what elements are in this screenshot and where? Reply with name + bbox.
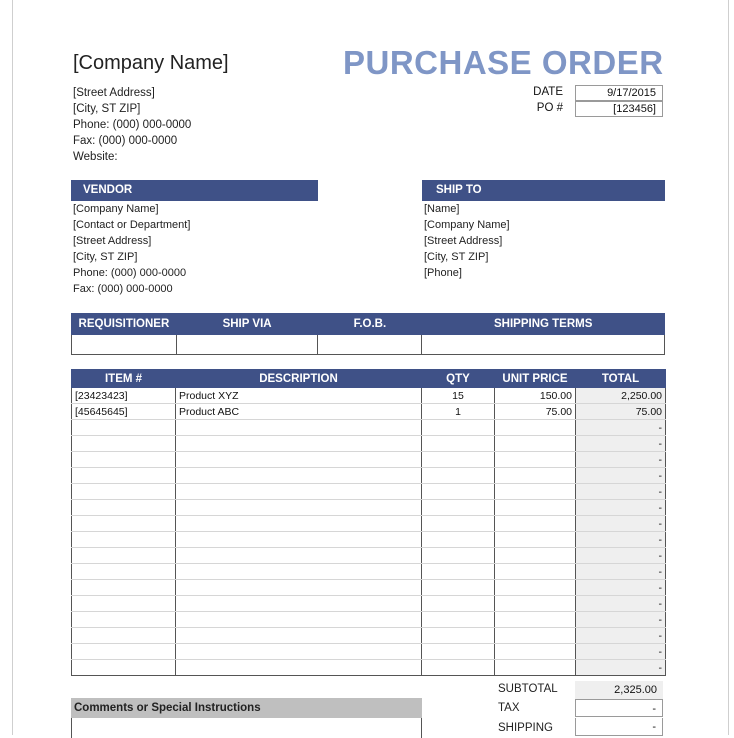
item-number-cell[interactable] — [72, 628, 176, 644]
table-row — [72, 484, 666, 500]
description-cell[interactable]: Product XYZ — [176, 388, 422, 404]
qty-cell[interactable] — [422, 628, 495, 644]
total-cell: - — [576, 500, 666, 516]
total-cell: - — [576, 452, 666, 468]
requisitioner-cell[interactable] — [72, 335, 177, 355]
unit-price-cell[interactable] — [495, 484, 576, 500]
tax-label: TAX — [498, 702, 520, 714]
description-cell[interactable] — [176, 564, 422, 580]
tax-field[interactable]: - — [575, 699, 663, 717]
description-cell[interactable] — [176, 548, 422, 564]
description-cell[interactable] — [176, 500, 422, 516]
unit-price-cell[interactable]: 150.00 — [495, 388, 576, 404]
qty-cell[interactable] — [422, 660, 495, 676]
qty-cell[interactable] — [422, 484, 495, 500]
unit-price-cell[interactable] — [495, 420, 576, 436]
description-cell[interactable] — [176, 580, 422, 596]
unit-price-cell[interactable] — [495, 628, 576, 644]
vendor-line: [City, ST ZIP] — [73, 251, 138, 263]
shipping-terms-cell[interactable] — [422, 335, 665, 355]
total-cell: - — [576, 660, 666, 676]
shipping-field[interactable]: - — [575, 718, 663, 736]
shipto-line: [Phone] — [424, 267, 462, 279]
item-number-cell[interactable] — [72, 532, 176, 548]
company-name: [Company Name] — [73, 52, 229, 74]
table-row — [72, 580, 666, 596]
comments-field[interactable] — [71, 718, 422, 738]
company-city: [City, ST ZIP] — [73, 103, 141, 115]
description-cell[interactable] — [176, 612, 422, 628]
item-number-cell[interactable] — [72, 612, 176, 628]
total-cell: - — [576, 564, 666, 580]
description-cell[interactable] — [176, 516, 422, 532]
table-row — [72, 468, 666, 484]
col-requisitioner: REQUISITIONER — [72, 314, 177, 335]
item-number-cell[interactable] — [72, 436, 176, 452]
qty-cell[interactable]: 1 — [422, 404, 495, 420]
description-cell[interactable]: Product ABC — [176, 404, 422, 420]
shipping-label: SHIPPING — [498, 722, 553, 734]
total-cell: - — [576, 580, 666, 596]
col-ship-via: SHIP VIA — [176, 314, 318, 335]
item-number-cell[interactable]: [23423423] — [72, 388, 176, 404]
unit-price-cell[interactable] — [495, 644, 576, 660]
description-cell[interactable] — [176, 484, 422, 500]
table-row — [72, 628, 666, 644]
item-number-cell[interactable] — [72, 484, 176, 500]
unit-price-cell[interactable] — [495, 564, 576, 580]
description-cell[interactable] — [176, 628, 422, 644]
shipto-line: [Company Name] — [424, 219, 510, 231]
table-row — [72, 660, 666, 676]
description-cell[interactable] — [176, 644, 422, 660]
qty-cell[interactable] — [422, 468, 495, 484]
qty-cell[interactable] — [422, 564, 495, 580]
fob-cell[interactable] — [318, 335, 422, 355]
company-street: [Street Address] — [73, 87, 155, 99]
total-cell: - — [576, 612, 666, 628]
qty-cell[interactable] — [422, 580, 495, 596]
qty-cell[interactable] — [422, 644, 495, 660]
unit-price-cell[interactable] — [495, 580, 576, 596]
table-row — [72, 516, 666, 532]
item-number-cell[interactable] — [72, 500, 176, 516]
purchase-order-sheet — [12, 0, 729, 735]
total-cell: - — [576, 436, 666, 452]
item-number-cell[interactable] — [72, 548, 176, 564]
item-number-cell[interactable] — [72, 596, 176, 612]
vendor-header: VENDOR — [71, 180, 318, 201]
table-row — [72, 500, 666, 516]
description-cell[interactable] — [176, 660, 422, 676]
col-qty: QTY — [422, 369, 495, 388]
qty-cell[interactable] — [422, 596, 495, 612]
date-field[interactable]: 9/17/2015 — [575, 85, 663, 101]
col-shipping-terms: SHIPPING TERMS — [422, 314, 665, 335]
vendor-line: Fax: (000) 000-0000 — [73, 283, 173, 295]
company-phone: Phone: (000) 000-0000 — [73, 119, 192, 131]
company-website: Website: — [73, 151, 118, 163]
item-number-cell[interactable] — [72, 644, 176, 660]
vendor-line: [Street Address] — [73, 235, 152, 247]
table-row — [72, 404, 666, 420]
item-number-cell[interactable] — [72, 468, 176, 484]
unit-price-cell[interactable] — [495, 452, 576, 468]
unit-price-cell[interactable] — [495, 596, 576, 612]
table-row — [72, 420, 666, 436]
item-number-cell[interactable] — [72, 452, 176, 468]
shipto-header: SHIP TO — [422, 180, 665, 201]
item-number-cell[interactable] — [72, 516, 176, 532]
unit-price-cell[interactable] — [495, 548, 576, 564]
description-cell[interactable] — [176, 436, 422, 452]
line-items-table — [71, 369, 666, 676]
total-cell: - — [576, 516, 666, 532]
table-row — [72, 564, 666, 580]
subtotal-label: SUBTOTAL — [498, 683, 558, 695]
vendor-line: Phone: (000) 000-0000 — [73, 267, 187, 279]
total-cell: - — [576, 628, 666, 644]
total-cell: - — [576, 420, 666, 436]
qty-cell[interactable] — [422, 500, 495, 516]
unit-price-cell[interactable] — [495, 612, 576, 628]
description-cell[interactable] — [176, 420, 422, 436]
total-cell: - — [576, 596, 666, 612]
description-cell[interactable] — [176, 468, 422, 484]
vendor-line: [Contact or Department] — [73, 219, 191, 231]
total-cell: 75.00 — [576, 404, 666, 420]
total-cell: - — [576, 468, 666, 484]
qty-cell[interactable] — [422, 516, 495, 532]
item-number-cell[interactable] — [72, 420, 176, 436]
item-number-cell[interactable]: [45645645] — [72, 404, 176, 420]
unit-price-cell[interactable] — [495, 500, 576, 516]
shipto-line: [Name] — [424, 203, 460, 215]
po-number-field[interactable]: [123456] — [575, 101, 663, 117]
total-cell: - — [576, 644, 666, 660]
table-row — [72, 436, 666, 452]
description-cell[interactable] — [176, 532, 422, 548]
qty-cell[interactable]: 15 — [422, 388, 495, 404]
vendor-line: [Company Name] — [73, 203, 159, 215]
total-cell: - — [576, 484, 666, 500]
qty-cell[interactable] — [422, 452, 495, 468]
total-cell: - — [576, 548, 666, 564]
description-cell[interactable] — [176, 596, 422, 612]
total-cell: 2,250.00 — [576, 388, 666, 404]
col-unit-price: UNIT PRICE — [495, 369, 576, 388]
company-fax: Fax: (000) 000-0000 — [73, 135, 178, 147]
unit-price-cell[interactable] — [495, 660, 576, 676]
col-fob: F.O.B. — [318, 314, 422, 335]
qty-cell[interactable] — [422, 420, 495, 436]
table-row — [72, 612, 666, 628]
item-number-cell[interactable] — [72, 580, 176, 596]
qty-cell[interactable] — [422, 532, 495, 548]
unit-price-cell[interactable]: 75.00 — [495, 404, 576, 420]
qty-cell[interactable] — [422, 436, 495, 452]
qty-cell[interactable] — [422, 548, 495, 564]
subtotal-value: 2,325.00 — [575, 681, 663, 699]
qty-cell[interactable] — [422, 612, 495, 628]
shipto-line: [City, ST ZIP] — [424, 251, 489, 263]
unit-price-cell[interactable] — [495, 516, 576, 532]
date-label: DATE — [533, 86, 563, 98]
table-row — [72, 532, 666, 548]
unit-price-cell[interactable] — [495, 436, 576, 452]
comments-header: Comments or Special Instructions — [71, 698, 422, 718]
total-cell: - — [576, 532, 666, 548]
col-item-number: ITEM # — [72, 369, 176, 388]
table-row — [72, 452, 666, 468]
item-number-cell[interactable] — [72, 660, 176, 676]
ship-via-cell[interactable] — [176, 335, 318, 355]
table-row — [72, 596, 666, 612]
unit-price-cell[interactable] — [495, 532, 576, 548]
unit-price-cell[interactable] — [495, 468, 576, 484]
shipping-info-table — [71, 313, 665, 355]
col-description: DESCRIPTION — [176, 369, 422, 388]
po-label: PO # — [536, 102, 563, 114]
shipto-line: [Street Address] — [424, 235, 503, 247]
table-row — [72, 548, 666, 564]
item-number-cell[interactable] — [72, 564, 176, 580]
description-cell[interactable] — [176, 452, 422, 468]
table-row — [72, 644, 666, 660]
table-row — [72, 388, 666, 404]
col-total: TOTAL — [576, 369, 666, 388]
page-title: PURCHASE ORDER — [343, 44, 664, 81]
